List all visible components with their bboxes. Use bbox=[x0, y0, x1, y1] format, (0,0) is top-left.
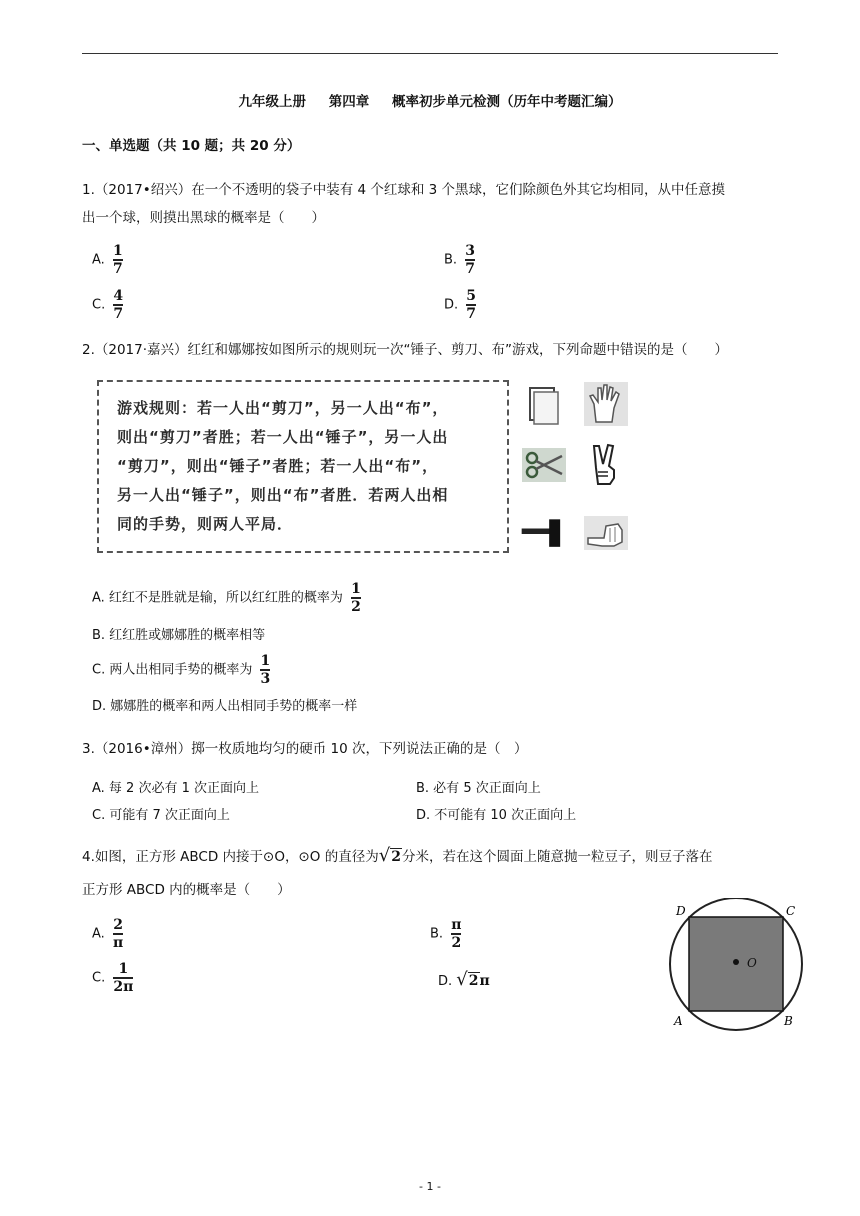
q4-stem-part1: 4.如图，正方形 ABCD 内接于⊙O，⊙O 的直径为 bbox=[82, 849, 379, 865]
denominator: 7 bbox=[466, 305, 477, 322]
denominator: 7 bbox=[465, 260, 475, 277]
numerator: 1 bbox=[112, 243, 123, 259]
option-letter: D. bbox=[438, 974, 453, 989]
q2-stem: 2.（2017·嘉兴）红红和娜娜按如图所示的规则玩一次“锤子、剪刀、布”游戏，下列命题中错误的是（ ） bbox=[82, 342, 729, 358]
numerator: 1 bbox=[351, 581, 361, 597]
fraction bbox=[113, 244, 123, 276]
rules-line: 游戏规则：若一人出“剪刀”，另一人出“布”， bbox=[117, 399, 449, 417]
option-letter: C. bbox=[92, 970, 106, 986]
page-title: 九年级上册 第四章 概率初步单元检测（历年中考题汇编） bbox=[238, 94, 622, 110]
fraction bbox=[466, 289, 476, 321]
paper-icon bbox=[522, 384, 566, 428]
pi-symbol: π bbox=[479, 973, 490, 989]
q3-option-b: B. 必有 5 次正面向上 bbox=[416, 781, 541, 796]
victory-hand-icon bbox=[584, 442, 628, 486]
rules-line: “剪刀”，则出“锤子”者胜；若一人出“布”， bbox=[117, 457, 439, 475]
q4-option-b bbox=[430, 918, 461, 950]
label-b: B bbox=[784, 1014, 793, 1028]
label-d: D bbox=[676, 904, 686, 918]
fist-icon bbox=[584, 512, 628, 556]
denominator: 7 bbox=[112, 260, 123, 277]
label-o: O bbox=[747, 956, 757, 970]
sqrt-value: 2 bbox=[468, 973, 479, 989]
option-text: C. 两人出相同手势的概率为 bbox=[92, 662, 253, 678]
q4-option-d bbox=[438, 969, 490, 990]
numerator: 4 bbox=[113, 288, 124, 304]
option-letter: B. bbox=[430, 926, 444, 942]
fraction bbox=[451, 918, 461, 950]
denominator: 2π bbox=[113, 978, 134, 995]
fraction bbox=[351, 582, 361, 614]
game-rules-box bbox=[97, 380, 509, 553]
option-letter: C. bbox=[92, 297, 106, 313]
circle-square-figure bbox=[664, 898, 808, 1034]
q2-option-a bbox=[92, 582, 361, 614]
q3-option-a: A. 每 2 次必有 1 次正面向上 bbox=[92, 781, 260, 796]
sqrt-symbol: √ bbox=[456, 969, 468, 990]
q2-option-d: D. 娜娜胜的概率和两人出相同手势的概率一样 bbox=[92, 699, 358, 714]
numerator: π bbox=[451, 917, 462, 933]
option-text: A. 红红不是胜就是输，所以红红胜的概率为 bbox=[92, 590, 343, 606]
q1-option-c bbox=[92, 289, 123, 321]
numerator: 2 bbox=[113, 917, 123, 933]
fraction bbox=[465, 244, 475, 276]
denominator: 2 bbox=[351, 598, 361, 615]
rules-line: 同的手势，则两人平局． bbox=[117, 515, 294, 533]
rules-line: 另一人出“锤子”，则出“布”者胜．若两人出相 bbox=[117, 486, 449, 504]
sqrt-symbol: √ bbox=[378, 845, 391, 866]
q4-stem-part2: 分米，若在这个圆面上随意抛一粒豆子，则豆子落在 bbox=[401, 849, 713, 865]
hammer-icon bbox=[518, 512, 562, 556]
header-rule bbox=[82, 53, 778, 54]
rules-line: 则出“剪刀”者胜；若一人出“锤子”，另一人出 bbox=[117, 428, 449, 446]
q1-option-a bbox=[92, 244, 123, 276]
section-heading: 一、单选题（共 10 题；共 20 分） bbox=[82, 138, 301, 154]
q2-option-b: B. 红红胜或娜娜胜的概率相等 bbox=[92, 628, 266, 643]
q3-stem: 3.（2016•漳州）掷一枚质地均匀的硬币 10 次，下列说法正确的是（ ） bbox=[82, 741, 528, 757]
q4-option-c bbox=[92, 962, 133, 994]
option-letter: B. bbox=[444, 252, 458, 268]
sqrt-value: 2 bbox=[391, 849, 401, 865]
page-number: - 1 - bbox=[419, 1180, 441, 1193]
numerator: 3 bbox=[465, 243, 475, 259]
label-c: C bbox=[786, 904, 796, 918]
fraction bbox=[260, 654, 270, 686]
label-a: A bbox=[674, 1014, 683, 1028]
numerator: 1 bbox=[260, 653, 271, 669]
open-hand-icon bbox=[584, 382, 628, 426]
fraction bbox=[113, 289, 123, 321]
q3-option-c: C. 可能有 7 次正面向上 bbox=[92, 808, 230, 823]
q1-option-d bbox=[444, 289, 476, 321]
denominator: 7 bbox=[113, 305, 124, 322]
q1-option-b bbox=[444, 244, 475, 276]
q4-option-a bbox=[92, 918, 123, 950]
numerator: 1 bbox=[118, 961, 129, 977]
option-letter: A. bbox=[92, 252, 105, 268]
denominator: 3 bbox=[260, 670, 271, 687]
numerator: 5 bbox=[466, 288, 477, 304]
denominator: 2 bbox=[451, 934, 462, 951]
q2-option-c bbox=[92, 654, 270, 686]
fraction bbox=[113, 962, 133, 994]
q3-option-d: D. 不可能有 10 次正面向上 bbox=[416, 808, 577, 823]
option-letter: A. bbox=[92, 926, 105, 942]
fraction bbox=[113, 918, 123, 950]
q1-stem-line2: 出一个球，则摸出黑球的概率是（ ） bbox=[82, 210, 325, 226]
q1-stem-line1: 1.（2017•绍兴）在一个不透明的袋子中装有 4 个红球和 3 个黑球，它们除颜色外其它均相同，从中任意摸 bbox=[82, 182, 726, 198]
scissors-icon bbox=[522, 444, 566, 488]
q4-stem-line1 bbox=[82, 842, 712, 871]
denominator: π bbox=[112, 934, 124, 951]
q4-stem-line2: 正方形 ABCD 内的概率是（ ） bbox=[82, 882, 291, 898]
option-letter: D. bbox=[444, 297, 459, 313]
